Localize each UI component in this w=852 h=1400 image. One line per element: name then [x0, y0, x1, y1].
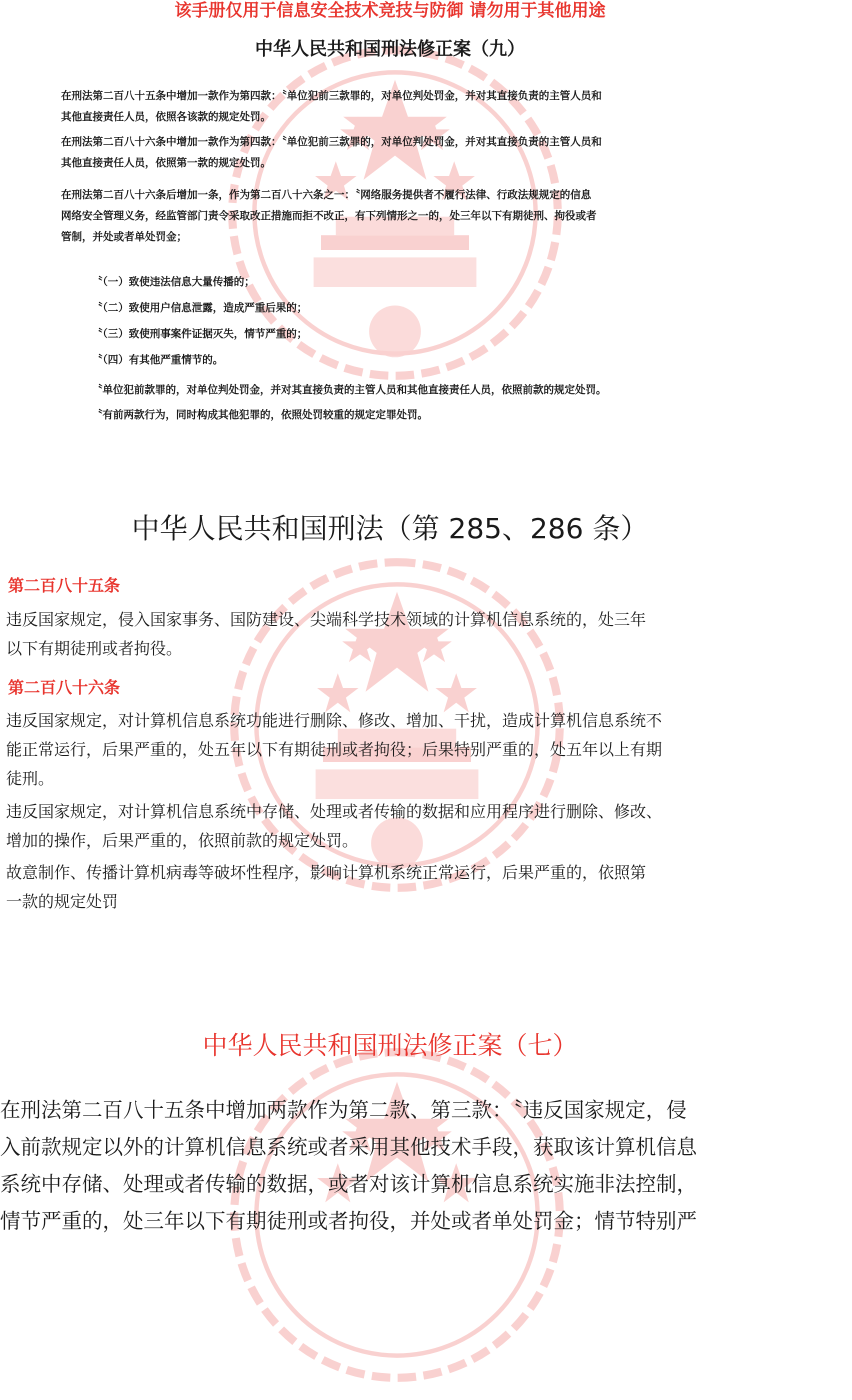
- text-line: 在刑法第二百八十五条中增加一款作为第四款：〝单位犯前三款罪的，对单位判处罚金，并对其直接负责的主管人员和: [61, 90, 602, 102]
- amendment-7-text: [0, 1092, 800, 1240]
- text-line: 管制，并处或者单处罚金；: [61, 231, 187, 243]
- text-line: 网络安全管理义务，经监管部门责令采取改正措施而拒不改正，有下列情形之一的，处三年以下有期徒刑、拘役或者: [61, 210, 597, 222]
- text-line: 违反国家规定，侵入国家事务、国防建设、尖端科学技术领域的计算机信息系统的，处三年: [6, 610, 647, 629]
- list-item: 〝（四）有其他严重情节的。: [92, 354, 224, 366]
- text-line: 故意制作、传播计算机病毒等破坏性程序，影响计算机系统正常运行，后果严重的，依照第: [6, 863, 647, 882]
- list-item: 〝（一）致使违法信息大量传播的；: [92, 276, 255, 288]
- text-line: 违反国家规定，对计算机信息系统功能进行删除、修改、增加、干扰，造成计算机信息系统不: [6, 711, 663, 730]
- amendment-9-para-1: [61, 86, 781, 128]
- text-line: 在刑法第二百八十六条后增加一条，作为第二百八十六条之一：〝网络服务提供者不履行法律、行政法规规定的信息: [61, 189, 592, 201]
- list-item: 〝（三）致使刑事案件证据灭失，情节严重的；: [92, 328, 308, 340]
- amendment-9-title: 中华人民共和国刑法修正案（九）: [255, 39, 525, 60]
- list-item: 〝单位犯前款罪的，对单位判处罚金，并对其直接负责的主管人员和其他直接责任人员，依照前款的规定处罚。: [92, 384, 607, 396]
- text-line: 以下有期徒刑或者拘役。: [6, 639, 183, 658]
- article-285-text: [6, 605, 796, 663]
- text-line: 在刑法第二百八十六条中增加一款作为第四款：〝单位犯前三款罪的，对单位判处罚金，并对其直接负责的主管人员和: [61, 136, 602, 148]
- article-286-para-1: [6, 706, 796, 793]
- text-line: 能正常运行，后果严重的，处五年以下有期徒刑或者拘役；后果特别严重的，处五年以上有期: [6, 740, 663, 759]
- text-line: 系统中存储、处理或者传输的数据，或者对该计算机信息系统实施非法控制，: [0, 1172, 697, 1196]
- article-286-para-2: [6, 797, 796, 855]
- article-286-heading: 第二百八十六条: [8, 678, 121, 697]
- text-line: 情节严重的，处三年以下有期徒刑或者拘役，并处或者单处罚金；情节特别严: [0, 1209, 697, 1233]
- text-line: 增加的操作，后果严重的，依照前款的规定处罚。: [6, 831, 359, 850]
- text-line: 其他直接责任人员，依照各该款的规定处罚。: [61, 111, 271, 123]
- criminal-law-title: 中华人民共和国刑法（第 285、286 条）: [131, 512, 649, 545]
- text-line: 在刑法第二百八十五条中增加两款作为第二款、第三款：〝违反国家规定，侵: [0, 1098, 687, 1122]
- article-285-heading: 第二百八十五条: [8, 576, 121, 595]
- text-line: 入前款规定以外的计算机信息系统或者采用其他技术手段，获取该计算机信息: [0, 1135, 697, 1159]
- amendment-7-title: 中华人民共和国刑法修正案（七）: [202, 1031, 578, 1060]
- text-line: 一款的规定处罚: [6, 892, 119, 911]
- list-item: 〝有前两款行为，同时构成其他犯罪的，依照处罚较重的规定定罪处罚。: [92, 409, 428, 421]
- text-line: 违反国家规定，对计算机信息系统中存储、处理或者传输的数据和应用程序进行删除、修改、: [6, 802, 663, 821]
- amendment-9-para-2: [61, 132, 781, 174]
- text-line: 徒刑。: [6, 769, 55, 788]
- list-item: 〝（二）致使用户信息泄露，造成严重后果的；: [92, 302, 308, 314]
- amendment-9-para-3: [61, 185, 781, 248]
- article-286-para-3: [6, 858, 796, 916]
- usage-warning: 该手册仅用于信息安全技术竞技与防御 请勿用于其他用途: [174, 1, 606, 21]
- text-line: 其他直接责任人员，依照第一款的规定处罚。: [61, 157, 271, 169]
